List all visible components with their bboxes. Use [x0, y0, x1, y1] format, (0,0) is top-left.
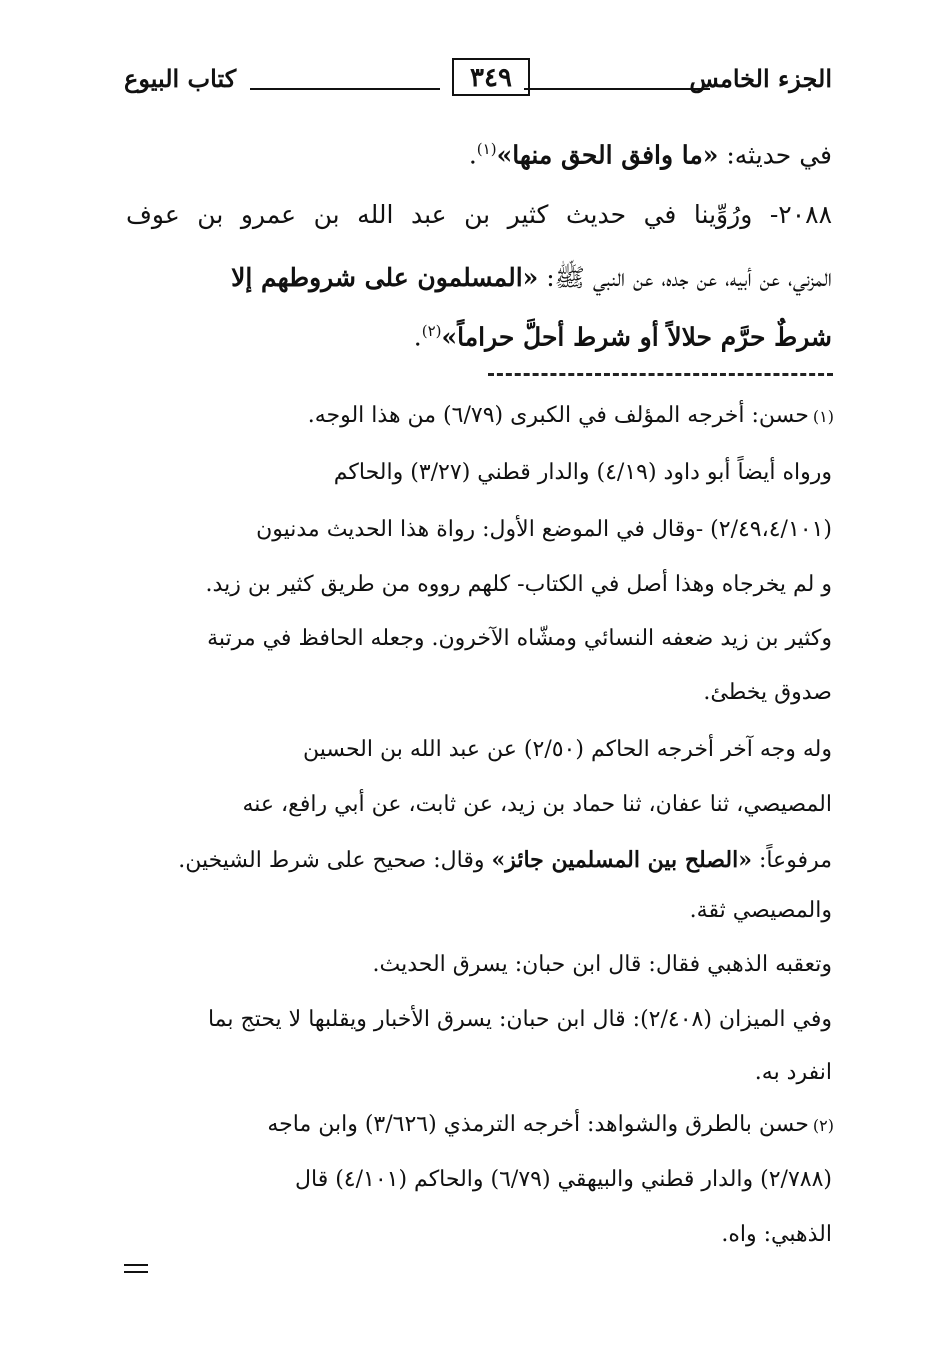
footnote-1-line-12: وفي الميزان (٢/٤٠٨): قال ابن حبان: يسرق الأخبار ويقلبها لا يحتج بما — [207, 1007, 832, 1032]
footnote-1-line-6: صدوق يخطئ. — [703, 680, 832, 705]
footnote-1-line-9-prefix: مرفوعاً: — [751, 848, 832, 873]
header-part-label: الجزء الخامس — [689, 64, 832, 93]
page-header — [124, 58, 832, 100]
main-line-2: ٢٠٨٨- ورُوِّينا في حديث كثير بن عبد الله بن عمرو بن عوف — [126, 200, 832, 229]
header-rule-right — [524, 88, 710, 90]
footnote-ref-2: (٢) — [421, 322, 442, 340]
footnote-1-line-9 — [126, 847, 832, 873]
footnote-1-line-5: وكثير بن زيد ضعفه النسائي ومشّاه الآخرون. وجعله الحافظ في مرتبة — [207, 626, 832, 651]
main-line-4 — [414, 322, 832, 351]
main-line-1 — [469, 140, 832, 169]
main-line-1-quote: «ما وافق الحق منها» — [496, 140, 719, 170]
main-line-4-end: . — [413, 322, 422, 352]
header-book-title: كتاب البيوع — [124, 64, 237, 93]
footnote-1-line-9-quote: «الصلح بين المسلمين جائز» — [491, 847, 752, 873]
main-line-3-hadith: «المسلمون على شروطهم إلا — [231, 263, 539, 292]
footnote-1-line-9-suffix: وقال: صحيح على شرط الشيخين. — [178, 848, 492, 873]
footnote-1-text-1: حسن: أخرجه المؤلف في الكبرى (٦/٧٩) من هذا الوجه. — [307, 403, 809, 428]
footnote-2-line-3: الذهبي: واه. — [721, 1222, 832, 1247]
footnote-2-number: (٢) — [812, 1116, 834, 1135]
footnote-1-line-11: وتعقبه الذهبي فقال: قال ابن حبان: يسرق الحديث. — [372, 952, 832, 977]
footnote-1-line-13: انفرد به. — [754, 1060, 832, 1085]
footnote-1-line-1 — [308, 403, 834, 428]
main-line-1-end: . — [468, 140, 477, 170]
page-number: ٣٤٩ — [452, 58, 530, 96]
footnote-ref-1: (١) — [476, 140, 497, 158]
main-line-3-prefix: المزني، عن أبيه، عن جده، عن النبي ﷺ: — [538, 263, 832, 292]
page-end-mark — [124, 1264, 148, 1273]
footnote-1-line-8: المصيصي، ثنا عفان، ثنا حماد بن زيد، عن ثابت، عن أبي رافع، عنه — [242, 792, 832, 817]
footnote-1-number: (١) — [812, 407, 834, 426]
footnote-1-line-3: (٢/٤٩،٤/١٠١) -وقال في الموضع الأول: رواة هذا الحديث مدنيون — [256, 517, 832, 542]
header-rule-left — [250, 88, 440, 90]
footnote-2-line-2: (٢/٧٨٨) والدار قطني والبيهقي (٦/٧٩) والحاكم (٤/١٠١) قال — [295, 1167, 832, 1192]
footnote-divider — [488, 373, 833, 376]
footnote-2-text-1: حسن بالطرق والشواهد: أخرجه الترمذي (٣/٦٢٦) وابن ماجه — [267, 1112, 809, 1137]
footnote-2-line-1 — [126, 1112, 834, 1137]
main-line-3 — [126, 262, 832, 299]
footnote-1-line-7: وله وجه آخر أخرجه الحاكم (٢/٥٠) عن عبد الله بن الحسين — [302, 737, 832, 762]
main-line-1-prefix: في حديثه: — [718, 140, 832, 170]
footnote-1-line-4: و لم يخرجاه وهذا أصل في الكتاب- كلهم رووه من طريق كثير بن زيد. — [205, 572, 832, 597]
footnote-1-line-2: ورواه أيضاً أبو داود (٤/١٩) والدار قطني (٣/٢٧) والحاكم — [333, 460, 832, 485]
footnote-1-line-10: والمصيصي ثقة. — [689, 898, 832, 923]
main-line-4-hadith: شرطٌ حرَّم حلالاً أو شرط أحلَّ حراماً» — [441, 322, 832, 352]
